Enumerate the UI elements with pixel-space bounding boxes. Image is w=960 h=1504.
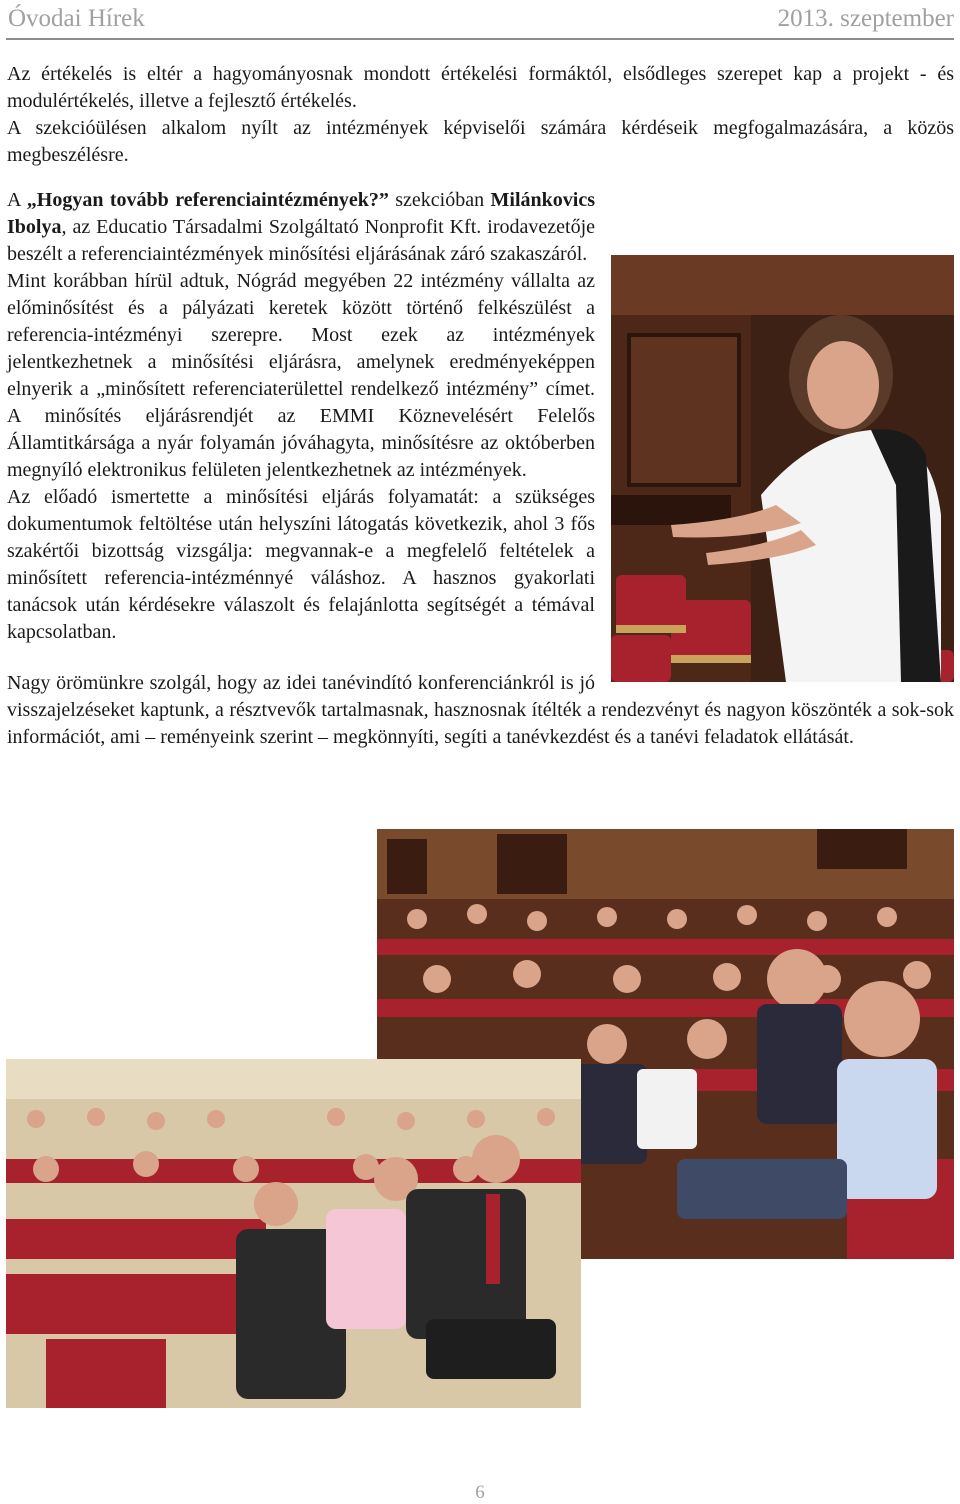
paragraph-section-meeting: A szekcióülésen alkalom nyílt az intézmények képviselői számára kérdéseik megfogalmazására, a közös megbeszélésre. — [7, 117, 954, 166]
section-title: „Hogyan tovább referenciaintézmények?” — [26, 189, 389, 211]
section-text: szekcióban — [388, 189, 491, 211]
speaker-role: , az Educatio Társadalmi Szolgáltató Nonprofit Kft. irodavezetője beszélt a referenciaintézmények minősítési eljárásának záró szakaszáról. — [7, 216, 595, 265]
audience-photo-left — [6, 1059, 581, 1408]
paragraph-evaluation: Az értékelés is eltér a hagyományosnak mondott értékelési formáktól, elsődleges szerepet kap a projekt - és modulértékelés, illetve a fejlesztő értékelés. — [7, 63, 954, 112]
speaker-name: Milánkovics Ibolya — [7, 189, 595, 238]
speaker-photo — [611, 255, 954, 682]
newsletter-title: Óvodai Hírek — [8, 5, 145, 32]
paragraph-procedure: Az előadó ismertette a minősítési eljárás folyamatát: a szükséges dokumentumok feltöltése után helyszíni látogatás következik, ahol 3 fős szakértői bizottság vizsgálja: megvannak-e a megfelelő feltételek a minősített referencia-intézménnyé váláshoz. A hasznos gyakorlati tanácsok után kérdésekre válaszolt és felajánlotta segítségét a témával kapcsolatban. — [7, 486, 595, 643]
intro-text: A — [7, 189, 27, 211]
issue-date: 2013. szeptember — [777, 5, 954, 32]
page-header — [6, 0, 954, 40]
paragraph-feedback: Nagy örömünkre szolgál, hogy az idei tanévindító konferenciánkról is jó visszajelzéseket kaptunk, a résztvevők tartalmasnak, hasznosnak ítélték a rendezvényt és nagyon köszönték a sok-sok információt, ami – reményeink szerint – megkönnyíti, segíti a tanévkezdést és a tanévi feladatok ellátását. — [7, 672, 954, 748]
page-number: 6 — [475, 1482, 485, 1503]
article-body — [7, 61, 954, 751]
paragraph-nograd-institutions: Mint korábban hírül adtuk, Nógrád megyében 22 intézmény vállalta az előminősítést és a pályázati keretek között történő felkészülést a referencia-intézményi szerepre. Most ezek az intézmények jelentkezhetnek a minősítési eljárásra, amelynek eredményeképpen elnyerik a „minősített referenciaterülettel rendelkező intézmény” címet. A minősítés eljárásrendjét az EMMI Köznevelésért Felelős Államtitkársága a nyár folyamán jóváhagyta, minősítésre az októberben megnyíló elektronikus felületen jelentkezhetnek az intézmények. — [7, 270, 595, 481]
